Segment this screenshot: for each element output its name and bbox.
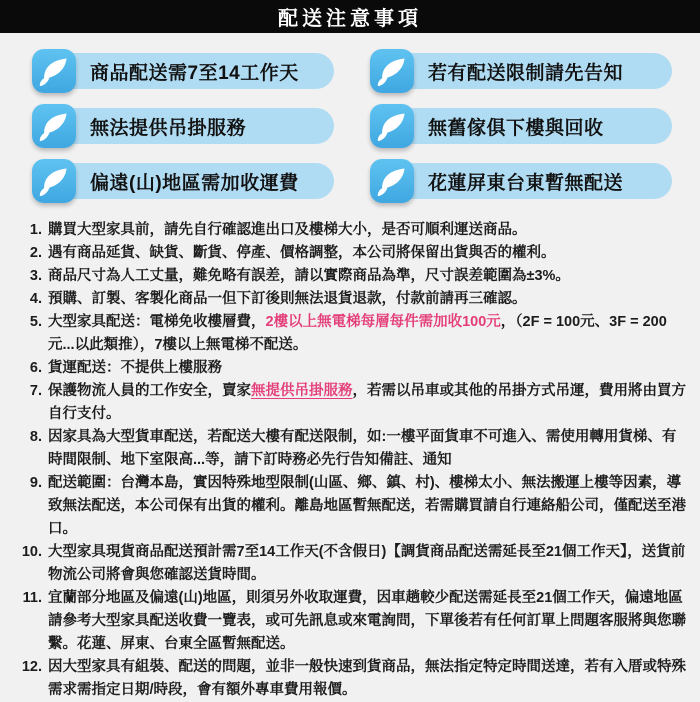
note-item <box>12 472 686 541</box>
note-number: 3. <box>29 268 42 284</box>
delivery-badge <box>32 49 334 93</box>
badge-pill <box>390 163 672 199</box>
note-text-segment: 因家具為大型貨車配送，若配送大樓有配送限制，如:一樓平面貨車不可進入、需使用轉用貨梯、有時間限制、地下室限高...等，請下訂時務必先行告知備註、通知 <box>48 429 677 468</box>
note-text-segment: 購買大型家具前，請先自行確認進出口及樓梯大小，是否可順利運送商品。 <box>48 222 527 238</box>
leaf-icon <box>32 49 76 93</box>
note-text-segment: 預購、訂製、客製化商品一但下訂後則無法退貨退款，付款前請再三確認。 <box>48 291 527 307</box>
badge-pill <box>52 53 334 89</box>
note-item <box>12 426 686 472</box>
note-number: 9. <box>29 475 42 491</box>
note-text <box>48 265 686 288</box>
badge-pill <box>52 108 334 144</box>
badge-label: 無法提供吊掛服務 <box>90 117 247 139</box>
delivery-badge <box>370 159 672 203</box>
note-item <box>12 587 686 656</box>
note-text-segment: 保護物流人員的工作安全，賣家 <box>48 383 251 399</box>
note-number: 2. <box>29 245 42 261</box>
badge-pill <box>52 163 334 199</box>
note-text <box>48 288 686 311</box>
note-text <box>48 242 686 265</box>
note-text-segment: 商品尺寸為人工丈量，難免略有誤差，請以實際商品為準，尺寸誤差範圍為±3%。 <box>48 268 570 284</box>
page-title: 配送注意事項 <box>278 8 422 30</box>
note-item <box>12 288 686 311</box>
badge-label: 若有配送限制請先告知 <box>428 62 624 84</box>
note-text-segment: 配送範圍：台灣本島，實因特殊地型限制(山區、鄉、鎮、村)、樓梯太小、無法搬運上樓等因素，導致無法配送，本公司保有出貨的權利。離島地區暫無配送，若需購買請自行連絡船公司，僅配送至港口。 <box>48 475 686 537</box>
delivery-badge <box>370 49 672 93</box>
note-highlight-underline: 無提供吊掛服務 <box>251 383 353 399</box>
note-text-segment: 遇有商品延貨、缺貨、斷貨、停產、價格調整，本公司將保留出貨與否的權利。 <box>48 245 556 261</box>
delivery-badge <box>32 159 334 203</box>
note-number: 1. <box>29 222 42 238</box>
note-number: 7. <box>29 383 42 399</box>
note-text <box>48 587 686 656</box>
note-text <box>48 656 686 702</box>
note-highlight: 2樓以上無電梯每層每件需加收100元 <box>265 314 501 330</box>
note-text <box>48 311 686 357</box>
note-text-segment: 大型家具現貨商品配送預計需7至14工作天(不含假日)【調貨商品配送需延長至21個工作天】，送貨前物流公司將會與您確認送貨時間。 <box>48 544 686 583</box>
badge-label: 偏遠(山)地區需加收運費 <box>90 172 299 194</box>
note-item <box>12 219 686 242</box>
note-number: 5. <box>29 314 42 330</box>
badge-label: 商品配送需7至14工作天 <box>90 62 299 84</box>
note-text-segment: ，若需以吊車或其他的吊掛方式吊運，費用將由買方自行支付。 <box>48 383 686 422</box>
leaf-icon <box>370 104 414 148</box>
note-text <box>48 219 686 242</box>
note-number: 4. <box>29 291 42 307</box>
delivery-badge <box>32 104 334 148</box>
note-item <box>12 265 686 288</box>
title-bar <box>0 0 700 33</box>
note-text <box>48 541 686 587</box>
note-text <box>48 380 686 426</box>
note-item <box>12 656 686 702</box>
badge-pill <box>390 53 672 89</box>
note-item <box>12 357 686 380</box>
leaf-icon <box>370 159 414 203</box>
badge-label: 無舊傢俱下樓與回收 <box>428 117 604 139</box>
badge-pill <box>390 108 672 144</box>
note-text-segment: 貨運配送：不提供上樓服務 <box>48 360 222 376</box>
note-item <box>12 380 686 426</box>
note-number: 11. <box>22 590 42 606</box>
notes-list <box>0 213 700 702</box>
note-number: 8. <box>29 429 42 445</box>
note-text-segment: 大型家具配送：電梯免收樓層費， <box>48 314 266 330</box>
note-item <box>12 541 686 587</box>
note-text-segment: 因大型家具有組裝、配送的問題，並非一般快速到貨商品，無法指定特定時間送達，若有入厝或特殊需求需指定日期/時段，會有額外專車費用報價。 <box>48 659 686 698</box>
badge-label: 花蓮屏東台東暫無配送 <box>428 172 624 194</box>
leaf-icon <box>32 159 76 203</box>
note-text <box>48 357 686 380</box>
note-text <box>48 472 686 541</box>
note-text-segment: ，（2F = 100元、3F = 200元...以此類推），7樓以上無電梯不配送。 <box>48 314 667 353</box>
delivery-badge <box>370 104 672 148</box>
note-item <box>12 242 686 265</box>
note-number: 6. <box>29 360 42 376</box>
note-item <box>12 311 686 357</box>
note-text <box>48 426 686 472</box>
badges-grid <box>0 33 700 213</box>
leaf-icon <box>370 49 414 93</box>
leaf-icon <box>32 104 76 148</box>
note-text-segment: 宜蘭部分地區及偏遠(山)地區，則須另外收取運費，因車趟較少配送需延長至21個工作天，偏遠地區請參考大型家具配送收費一覽表，或可先訊息或來電詢問，下單後若有任何訂單上問題客服將與您聯繫。花蓮、屏東、台東全區暫無配送。 <box>48 590 686 652</box>
note-number: 10. <box>21 544 42 560</box>
note-number: 12. <box>21 659 42 675</box>
